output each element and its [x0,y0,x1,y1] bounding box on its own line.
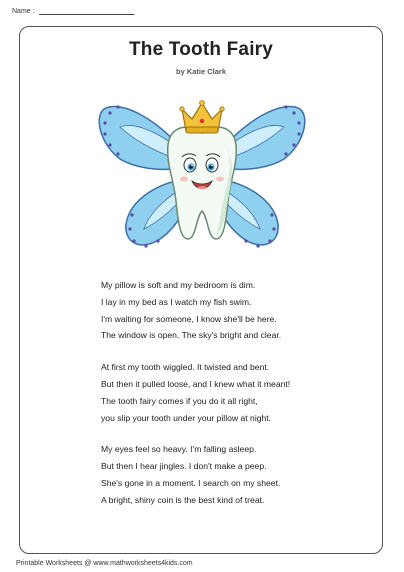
poem-line: But then it pulled loose, and I knew what it meant! [101,378,291,389]
poem-line: She's gone in a moment. I search on my sheet. [101,477,281,488]
poem-line: you slip your tooth under your pillow at night. [101,412,272,423]
poem-line: I'm waiting for someone, I know she'll be here. [101,313,277,324]
poem-line: A bright, shiny coin is the best kind of treat. [101,494,265,505]
stanza-3 [101,441,371,508]
stanza-1 [101,277,371,344]
stanza-2 [101,359,371,426]
worksheet-card [19,26,383,554]
poem-line: My pillow is soft and my bedroom is dim. [101,280,256,290]
poem-author: by Katie Clark [175,67,227,76]
poem-line: But then I hear jingles. I don't make a peep. [101,461,267,472]
tooth-fairy-illustration [90,89,314,261]
name-line[interactable] [39,7,134,15]
poem-line: My eyes feel so heavy. I'm falling asleep. [101,444,257,455]
poem-line: I lay in my bed as I watch my fish swim. [101,296,252,307]
poem-line: The tooth fairy comes if you do it all right, [101,395,258,406]
name-field [12,7,134,15]
poem-title: The Tooth Fairy [128,39,274,60]
footer-url-link[interactable]: www.mathworksheets4kids.com [93,560,193,567]
footer-label: Printable Worksheets @ [16,560,94,567]
poem-body [101,277,371,524]
footer [16,560,193,567]
poem-line: The window is open. The sky's bright and clear. [101,330,282,341]
poem-line: At first my tooth wiggled. It twisted and bent. [101,362,270,373]
tooth-icon [168,127,237,239]
crown-icon [180,101,224,133]
name-label: Name : [12,8,35,15]
